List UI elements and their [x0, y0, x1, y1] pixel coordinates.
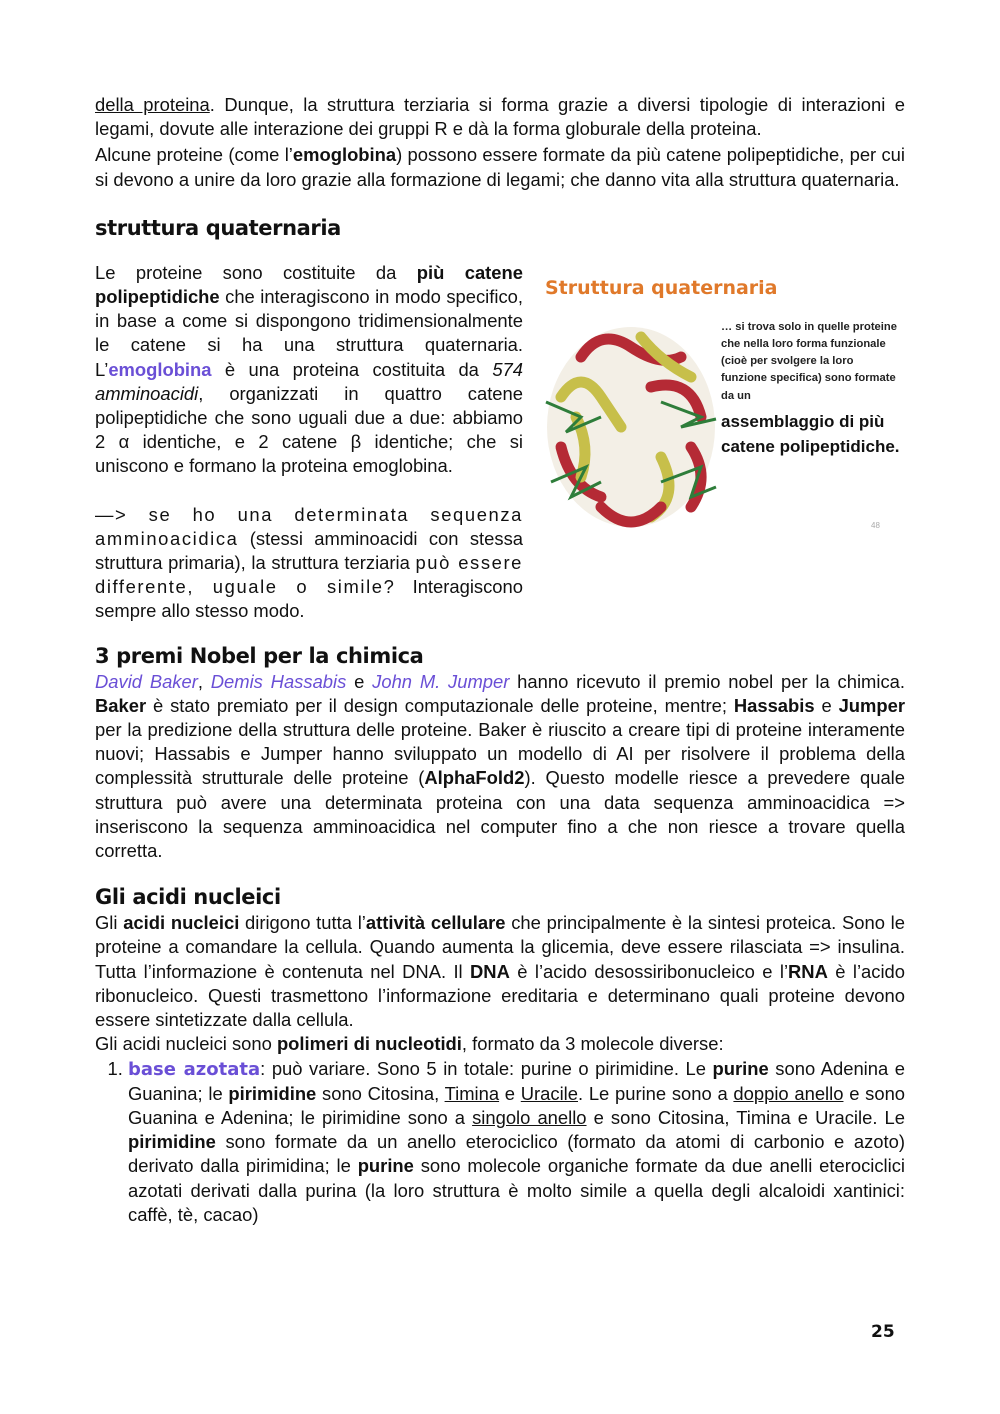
list-item: [128, 1057, 905, 1227]
quaternaria-section: [95, 261, 905, 624]
heading-acidi-nucleici: Gli acidi nucleici: [95, 885, 281, 910]
text: e: [346, 670, 373, 692]
underlined-text: doppio anello: [733, 1082, 844, 1104]
text: che principalmente è la sintesi proteica. Sono le proteine a comandare la cellula. Quando aumenta la glicemia, deve essere rilasciata => insulina. Tutta l’informazione è contenuta nel DNA. Il: [95, 912, 905, 982]
text: e sono Guanina e Adenina; le pirimidine sono a: [128, 1082, 906, 1128]
text: —> se ho una determinata sequenza amminoacidica: [95, 503, 523, 549]
text: e sono Citosina, Timina e Uracile. Le: [586, 1106, 905, 1128]
bold-text: purine: [712, 1057, 769, 1079]
text: è una proteina costituita da: [211, 358, 493, 380]
underlined-text: Timina: [444, 1082, 500, 1104]
italic-text: 574 amminoacidi: [95, 358, 523, 404]
text: Le proteine sono costituite da: [95, 261, 417, 283]
bold-text: attività cellulare: [365, 912, 506, 934]
document-page: [95, 93, 905, 1227]
hemoglobin-figure: [541, 273, 900, 545]
bold-text: purine: [357, 1155, 414, 1177]
text: e: [814, 694, 839, 716]
bold-text: più catene polipeptidiche: [95, 261, 523, 308]
text: , organizzati in quattro catene polipeptidiche che sono uguali due a due: abbiamo 2 α identiche, e 2 catene β identiche; che si uniscono e formano la proteina emoglobina.: [95, 382, 523, 477]
text: è l’acido ribonucleico. Questi trasmettono l’informazione ereditaria e determinano quali proteine devono essere sintetizzate dalla cellula.: [95, 960, 905, 1031]
intro-paragraph-2: [95, 143, 905, 191]
text: : può variare. Sono 5 in totale: purine o pirimidine. Le: [260, 1057, 713, 1079]
intro-paragraph-1: [95, 93, 905, 141]
bold-text: polimeri di nucleotidi: [276, 1033, 462, 1055]
nucleotide-components-list: [95, 1057, 905, 1227]
highlight-emoglobina: emoglobina: [108, 358, 212, 380]
page-number: 25: [871, 1322, 895, 1342]
underlined-text: della proteina: [95, 94, 210, 115]
figure-page-mark: 48: [871, 520, 880, 530]
bold-text: pirimidine: [128, 1131, 216, 1153]
underlined-text: singolo anello: [472, 1106, 587, 1128]
figure-title: Struttura quaternaria: [545, 276, 778, 299]
text: (stessi amminoacidi con stessa struttura primaria), la struttura terziaria: [95, 527, 523, 574]
text: hanno ricevuto il premio nobel per la chimica.: [509, 670, 905, 692]
text: , formato da 3 molecole diverse:: [461, 1033, 724, 1055]
text: . Le purine sono a: [578, 1082, 734, 1104]
quaternaria-paragraph: [95, 261, 523, 479]
text: . Dunque, la struttura terziaria si forma grazie a diversi tipologie di interazioni e legami, dovute alle interazione dei gruppi R e dà la forma globurale della proteina.: [95, 94, 905, 140]
bold-text: Hassabis: [733, 694, 815, 716]
text: sono formate da un anello eterociclico (formato da atomi di carbonio e azoto) derivato dalla pirimidina; le: [128, 1131, 905, 1177]
bold-text: Jumper: [838, 694, 905, 716]
text: Gli: [95, 912, 124, 934]
bold-text: pirimidine: [228, 1082, 317, 1104]
text: può essere differente, uguale o simile?: [95, 552, 524, 598]
text: e: [499, 1082, 521, 1104]
quaternaria-text: [95, 261, 523, 624]
bold-text: emoglobina: [292, 144, 397, 166]
name-john-jumper: John M. Jumper: [372, 670, 510, 692]
nobel-paragraph: [95, 670, 905, 864]
text: che interagiscono in modo specifico, in base a come si dispongono tridimensionalmente le catene si ha una struttura quaternaria. L’: [95, 286, 523, 380]
text: per la predizione della struttura delle proteine. Baker è riuscito a creare tipi di proteine interamente nuovi; Hassabis e Jumper hanno sviluppato un modello di AI per risolvere il problema della complessità strutturale delle proteine (: [95, 719, 905, 789]
text: Interagiscono sempre allo stesso modo.: [95, 576, 523, 622]
figure-caption-small: … si trova solo in quelle proteine che nella loro forma funzionale (cioè per svolgere la loro funzione specifica) sono formate da un: [721, 320, 897, 402]
label-base-azotata: base azotata: [128, 1058, 261, 1080]
bold-text: acidi nucleici: [123, 912, 240, 934]
name-david-baker: David Baker: [95, 670, 198, 692]
figure-column: [541, 261, 903, 624]
text: sono Adenina e Guanina; le: [128, 1057, 905, 1104]
text: Alcune proteine (come l’: [95, 144, 293, 166]
text: ) possono essere formate da più catene polipeptidiche, per cui si devono a unire da loro grazie alla formazione di legami; che danno vita alla struttura quaternaria.: [95, 144, 905, 190]
bold-text: DNA: [470, 960, 510, 982]
text: è l’acido desossiribonucleico e l’: [509, 960, 789, 982]
arrow-paragraph: [95, 503, 523, 624]
bold-text: RNA: [788, 960, 828, 982]
acidi-paragraph-1: [95, 911, 905, 1032]
text: ,: [197, 670, 211, 692]
acidi-paragraph-2: [95, 1032, 905, 1056]
heading-struttura-quaternaria: struttura quaternaria: [95, 215, 341, 240]
text: Gli acidi nucleici sono: [95, 1033, 277, 1055]
bold-text: Baker: [95, 694, 147, 716]
figure-caption-big: assemblaggio di più catene polipeptidiche.: [721, 411, 900, 456]
text: dirigono tutta l’: [239, 912, 366, 934]
underlined-text: Uracile: [520, 1082, 578, 1104]
text: sono molecole organiche formate da due anelli eterociclici azotati derivati dalla purina (la loro struttura è molto simile a quella degli alcaloidi xantinici: caffè, tè, cacao): [128, 1155, 906, 1225]
heading-premi-nobel: 3 premi Nobel per la chimica: [95, 643, 424, 668]
name-demis-hassabis: Demis Hassabis: [210, 670, 347, 692]
bold-text: AlphaFold2: [424, 767, 525, 789]
text: sono Citosina,: [316, 1082, 445, 1104]
text: ). Questo modelle riesce a prevedere quale struttura può avere una determinata proteina con una data sequenza amminoacidica => inseriscono la sequenza amminoacidica nel computer fino a che non riesce a trovare quella corretta.: [95, 767, 905, 862]
text: è stato premiato per il design computazionale delle proteine, mentre;: [146, 694, 734, 716]
hemoglobin-protein-image: [541, 307, 721, 547]
